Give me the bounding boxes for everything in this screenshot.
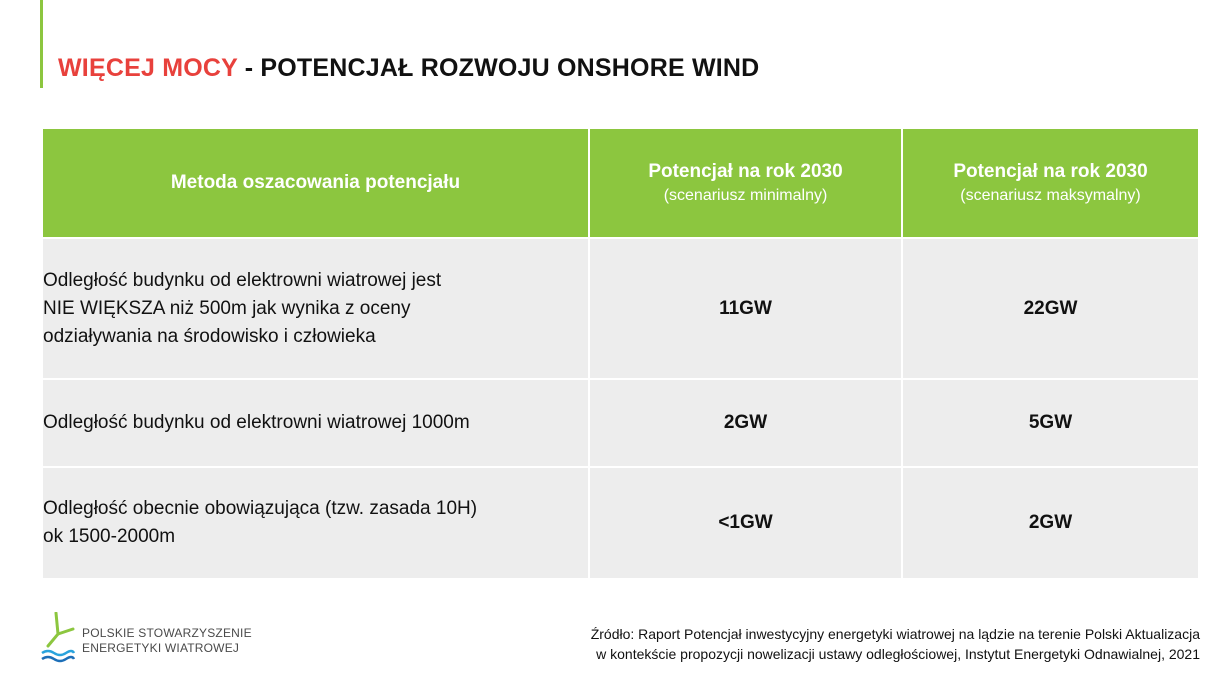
row-min-value: 2GW — [589, 379, 902, 467]
title-highlight: WIĘCEJ MOCY — [58, 54, 238, 82]
row-method-cell — [42, 238, 589, 379]
table-row — [42, 379, 1199, 467]
wind-potential-table — [41, 127, 1200, 580]
table-header-row — [42, 128, 1199, 238]
table-row — [42, 238, 1199, 379]
method-line: ok 1500-2000m — [43, 526, 176, 547]
row-method-cell — [42, 467, 589, 579]
method-line: NIE WIĘKSZA niż 500m jak wynika z oceny — [43, 297, 411, 319]
header-max-sub: (scenariusz maksymalny) — [960, 187, 1141, 204]
header-min-label: Potencjał na rok 2030 — [648, 161, 843, 182]
header-method — [42, 128, 589, 238]
method-line: odziaływania na środowisko i człowieka — [43, 325, 376, 347]
logo-line-2: ENERGETYKI WIATROWEJ — [82, 641, 240, 655]
source-line-1: Źródło: Raport Potencjał inwestycyjny energetyki wiatrowej na lądzie na terenie Polski Aktualizacja — [590, 626, 1200, 642]
logo-text — [82, 626, 252, 656]
title-rest: - POTENCJAŁ ROZWOJU ONSHORE WIND — [237, 54, 760, 82]
psew-logo — [40, 612, 252, 668]
row-max-value: 5GW — [902, 379, 1199, 467]
row-min-value: 11GW — [589, 238, 902, 379]
method-line: Odległość budynku od elektrowni wiatrowej jest — [43, 269, 442, 291]
source-line-2: w kontekście propozycji nowelizacji ustawy odległościowej, Instytut Energetyki Odnawialnej, 2021 — [596, 646, 1200, 662]
method-line: Odległość budynku od elektrowni wiatrowej 1000m — [43, 412, 470, 433]
source-note — [500, 624, 1200, 664]
header-min-scenario — [589, 128, 902, 238]
method-line: Odległość obecnie obowiązująca (tzw. zasada 10H) — [43, 498, 478, 519]
row-min-value: <1GW — [589, 467, 902, 579]
row-method-cell — [42, 379, 589, 467]
header-min-sub: (scenariusz minimalny) — [663, 187, 828, 204]
table-row — [42, 467, 1199, 579]
page-title — [58, 54, 759, 83]
header-method-label: Metoda oszacowania potencjału — [170, 172, 461, 193]
wind-turbine-logo-icon — [40, 612, 76, 668]
logo-line-1: POLSKIE STOWARZYSZENIE — [82, 626, 252, 640]
header-max-label: Potencjał na rok 2030 — [953, 161, 1148, 182]
header-max-scenario — [902, 128, 1199, 238]
row-max-value: 2GW — [902, 467, 1199, 579]
row-max-value: 22GW — [902, 238, 1199, 379]
title-accent-bar — [40, 0, 43, 88]
